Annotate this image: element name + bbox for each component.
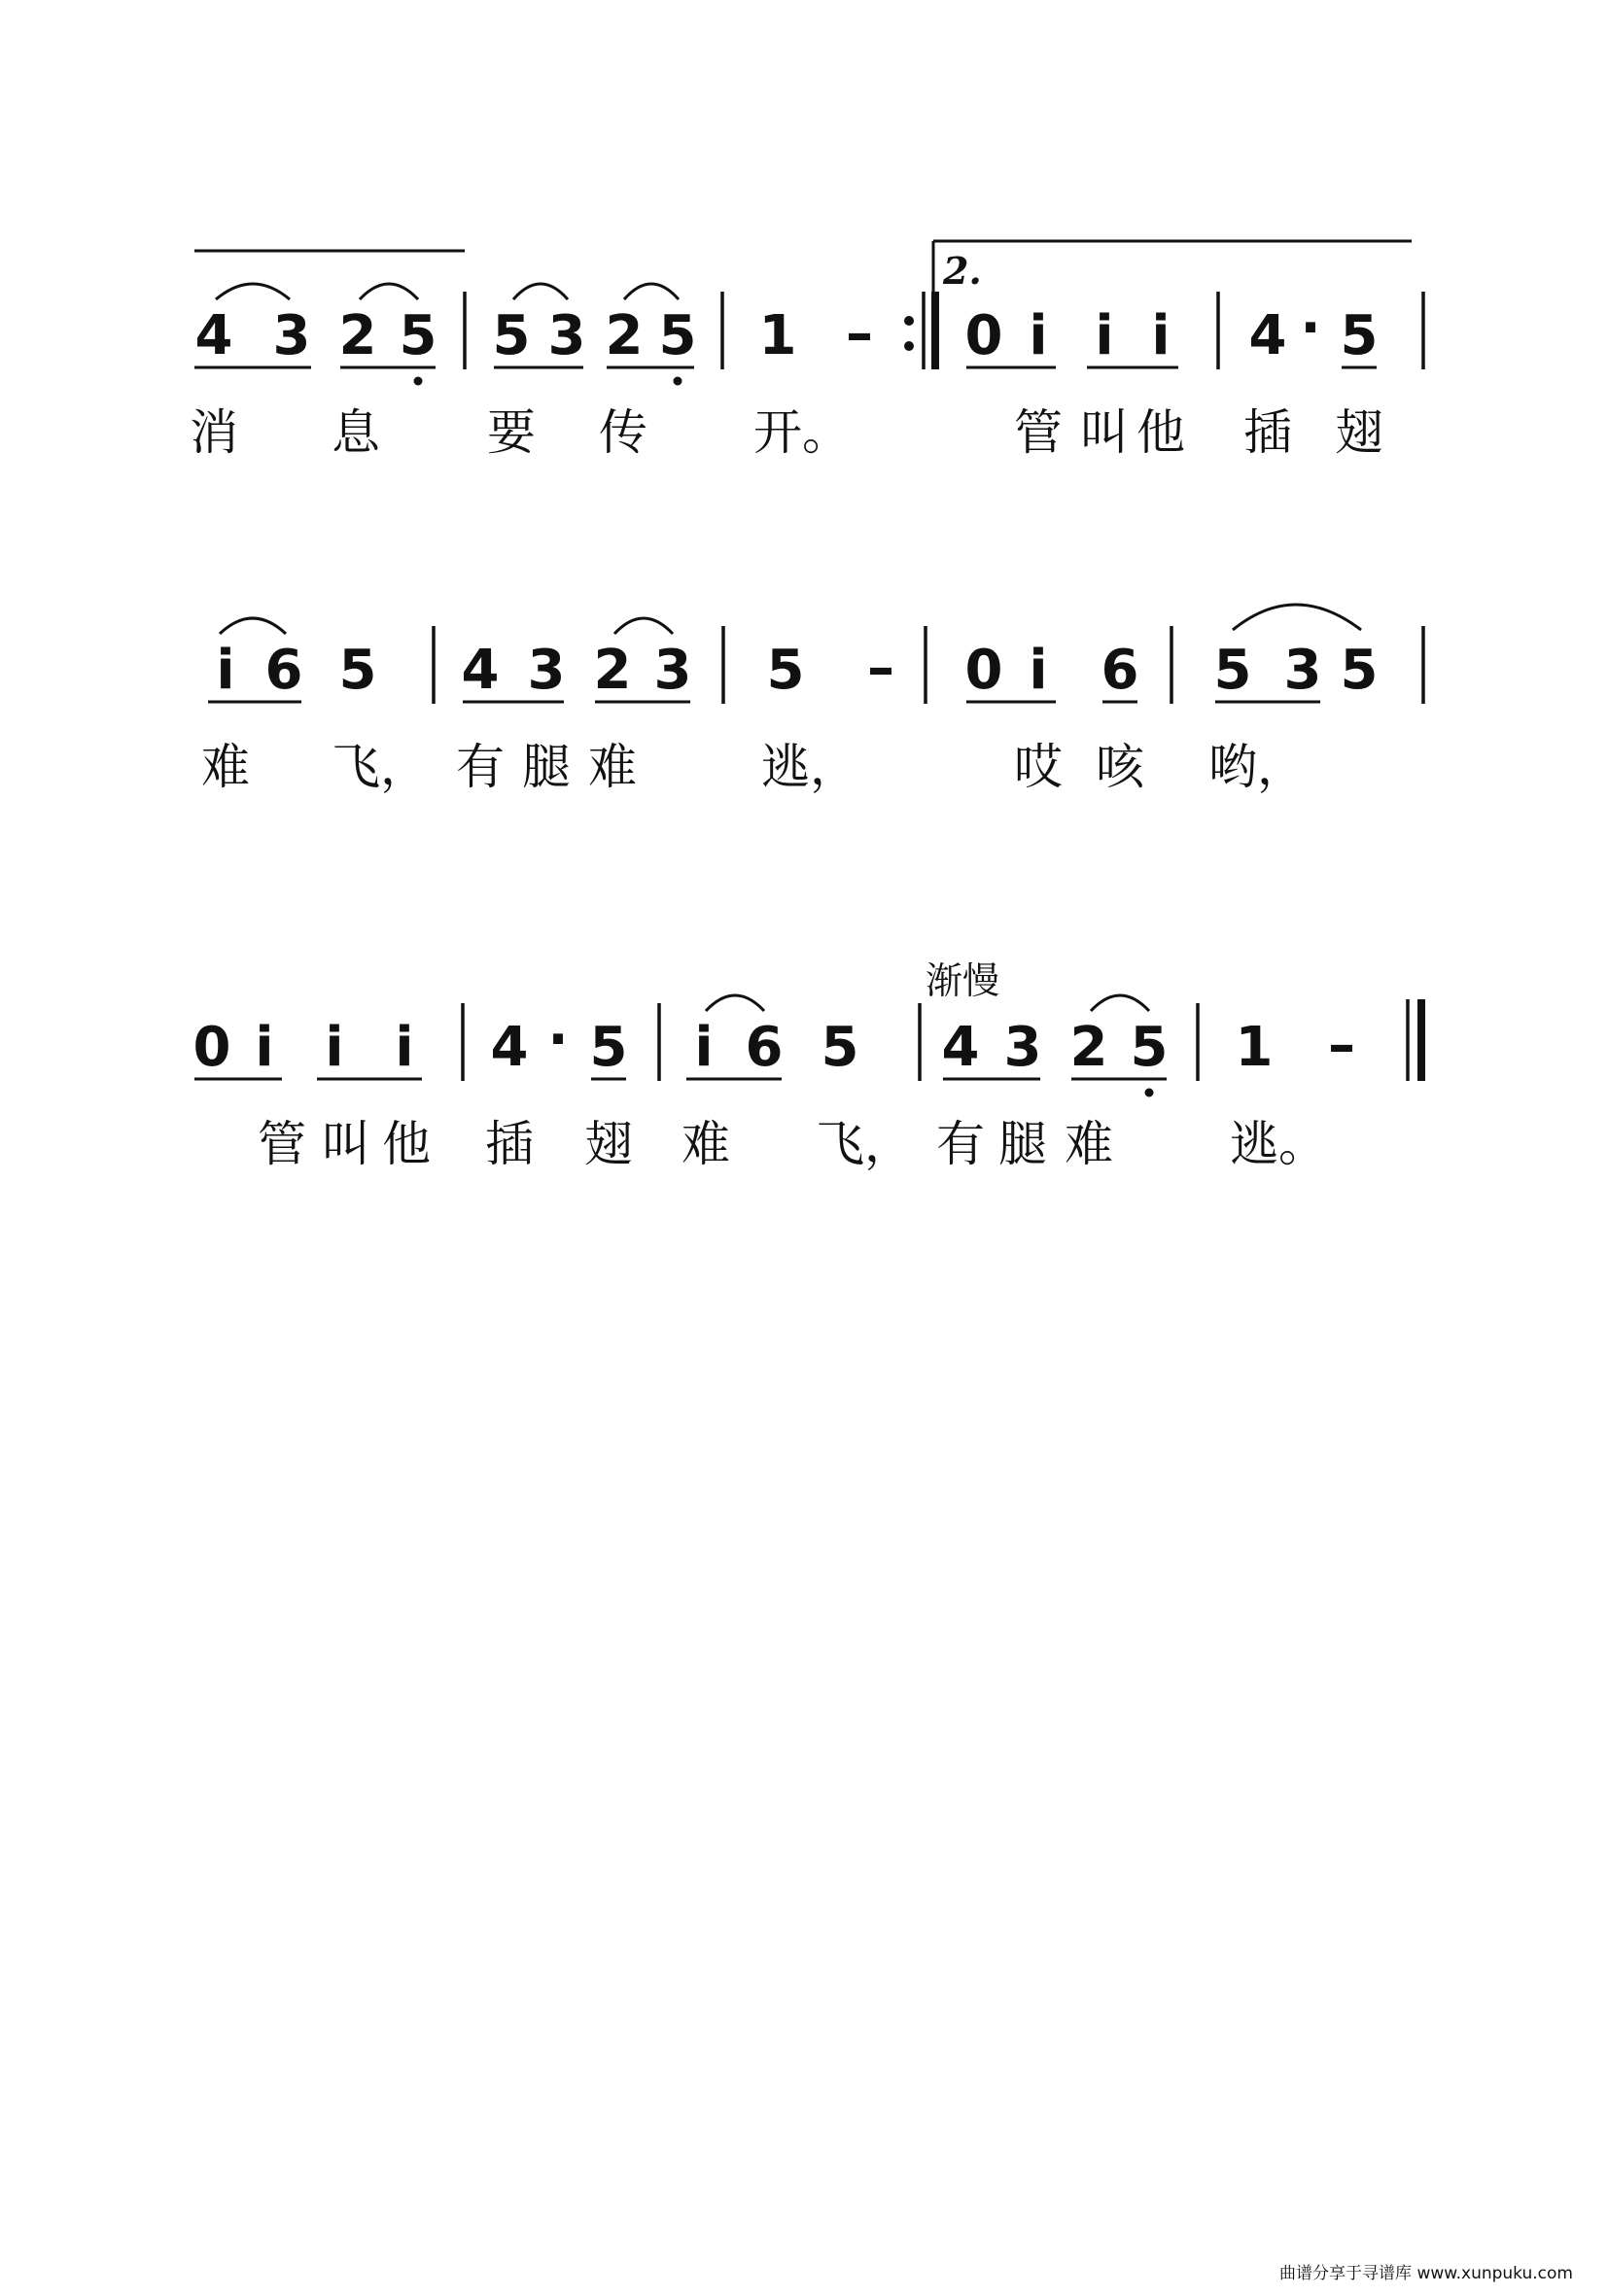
note-dash: – bbox=[846, 302, 873, 365]
note: 2 bbox=[338, 304, 377, 367]
lyric: 插 bbox=[485, 1116, 534, 1172]
final-barline bbox=[1408, 999, 1421, 1081]
second-ending-bracket bbox=[933, 241, 1412, 292]
note: 0 bbox=[964, 304, 1003, 367]
note: 4 bbox=[1248, 304, 1287, 367]
lower-octave-dot bbox=[674, 377, 682, 386]
lyric: 叫 bbox=[1080, 404, 1129, 461]
note: i bbox=[1029, 639, 1048, 702]
lyric: 咳 bbox=[1096, 739, 1144, 795]
note: 1 bbox=[758, 304, 797, 367]
note: i bbox=[216, 639, 235, 702]
note: 5 bbox=[821, 1016, 859, 1079]
slur bbox=[624, 284, 679, 299]
slur bbox=[220, 618, 286, 634]
lyric: 管 bbox=[1014, 404, 1063, 461]
lyric: 哟， bbox=[1208, 739, 1306, 795]
lyric: 哎 bbox=[1014, 739, 1063, 795]
note: 5 bbox=[1340, 304, 1379, 367]
note: i bbox=[1095, 304, 1114, 367]
note: i bbox=[1029, 304, 1048, 367]
note: 4 bbox=[461, 639, 500, 702]
lyric: 有 bbox=[936, 1116, 985, 1172]
lyric: 翅 bbox=[584, 1116, 633, 1172]
slur bbox=[216, 284, 290, 299]
slur bbox=[614, 618, 673, 634]
note: 5 bbox=[1130, 1016, 1169, 1079]
note: 2 bbox=[605, 304, 644, 367]
note: 5 bbox=[492, 304, 531, 367]
note: i bbox=[255, 1016, 274, 1079]
note: i bbox=[694, 1016, 714, 1079]
lyric: 难 bbox=[682, 1116, 730, 1172]
lyric: 逃。 bbox=[1230, 1116, 1327, 1172]
lower-octave-dot bbox=[1145, 1089, 1154, 1097]
note: 3 bbox=[1283, 639, 1322, 702]
note: 3 bbox=[653, 639, 692, 702]
slur bbox=[1233, 605, 1361, 630]
note: 5 bbox=[338, 639, 377, 702]
note: 6 bbox=[1101, 639, 1139, 702]
note: 2 bbox=[1069, 1016, 1108, 1079]
note-dash: – bbox=[867, 637, 894, 700]
tempo-mark: 渐慢 bbox=[926, 959, 1000, 1002]
note: 5 bbox=[399, 304, 437, 367]
note: i bbox=[1151, 304, 1171, 367]
lyric: 难 bbox=[588, 739, 637, 795]
repeat-end-barline bbox=[904, 292, 935, 369]
lyric: 叫 bbox=[322, 1116, 370, 1172]
lyric: 腿 bbox=[522, 739, 571, 795]
note: 3 bbox=[1003, 1016, 1042, 1079]
staff-line-1 bbox=[190, 241, 1423, 461]
lyric: 腿 bbox=[998, 1116, 1047, 1172]
slur bbox=[1091, 995, 1149, 1011]
note: 0 bbox=[192, 1016, 231, 1079]
lyric: 开。 bbox=[753, 404, 851, 461]
note-dot: · bbox=[1300, 296, 1321, 360]
staff-line-2 bbox=[201, 605, 1423, 795]
footer-watermark: 曲谱分享于寻谱库 www.xunpuku.com bbox=[1279, 2264, 1573, 2283]
note: 6 bbox=[264, 639, 303, 702]
lyric: 逃， bbox=[761, 739, 858, 795]
lyric: 飞， bbox=[816, 1116, 913, 1172]
lyric: 有 bbox=[456, 739, 505, 795]
lyric: 传 bbox=[599, 404, 647, 461]
note: 5 bbox=[1213, 639, 1252, 702]
note: 5 bbox=[658, 304, 697, 367]
slur bbox=[513, 284, 568, 299]
note: 6 bbox=[745, 1016, 784, 1079]
note: i bbox=[325, 1016, 344, 1079]
ending-label: 2. bbox=[943, 249, 982, 293]
note: 4 bbox=[194, 304, 233, 367]
slur bbox=[706, 995, 764, 1011]
note: 1 bbox=[1235, 1016, 1274, 1079]
note-dot: · bbox=[547, 1008, 569, 1071]
note: 5 bbox=[766, 639, 805, 702]
note: 3 bbox=[272, 304, 311, 367]
note: i bbox=[395, 1016, 414, 1079]
lyric: 消 bbox=[190, 404, 238, 461]
lyric: 他 bbox=[382, 1116, 431, 1172]
note: 5 bbox=[589, 1016, 628, 1079]
note: 0 bbox=[964, 639, 1003, 702]
note: 2 bbox=[593, 639, 632, 702]
note: 5 bbox=[1340, 639, 1379, 702]
note: 4 bbox=[490, 1016, 529, 1079]
note: 3 bbox=[547, 304, 586, 367]
note: 3 bbox=[527, 639, 566, 702]
lyric: 息 bbox=[332, 404, 380, 461]
note: 4 bbox=[941, 1016, 980, 1079]
slur bbox=[360, 284, 418, 299]
lyric: 翅 bbox=[1335, 404, 1383, 461]
lower-octave-dot bbox=[414, 377, 423, 386]
lyric: 插 bbox=[1243, 404, 1292, 461]
lyric: 难 bbox=[201, 739, 250, 795]
lyric: 他 bbox=[1136, 404, 1185, 461]
lyric: 要 bbox=[487, 404, 536, 461]
lyric: 难 bbox=[1065, 1116, 1113, 1172]
lyric: 管 bbox=[258, 1116, 306, 1172]
lyric: 飞， bbox=[332, 739, 429, 795]
staff-line-3 bbox=[193, 959, 1421, 1172]
note-dash: – bbox=[1328, 1014, 1355, 1077]
